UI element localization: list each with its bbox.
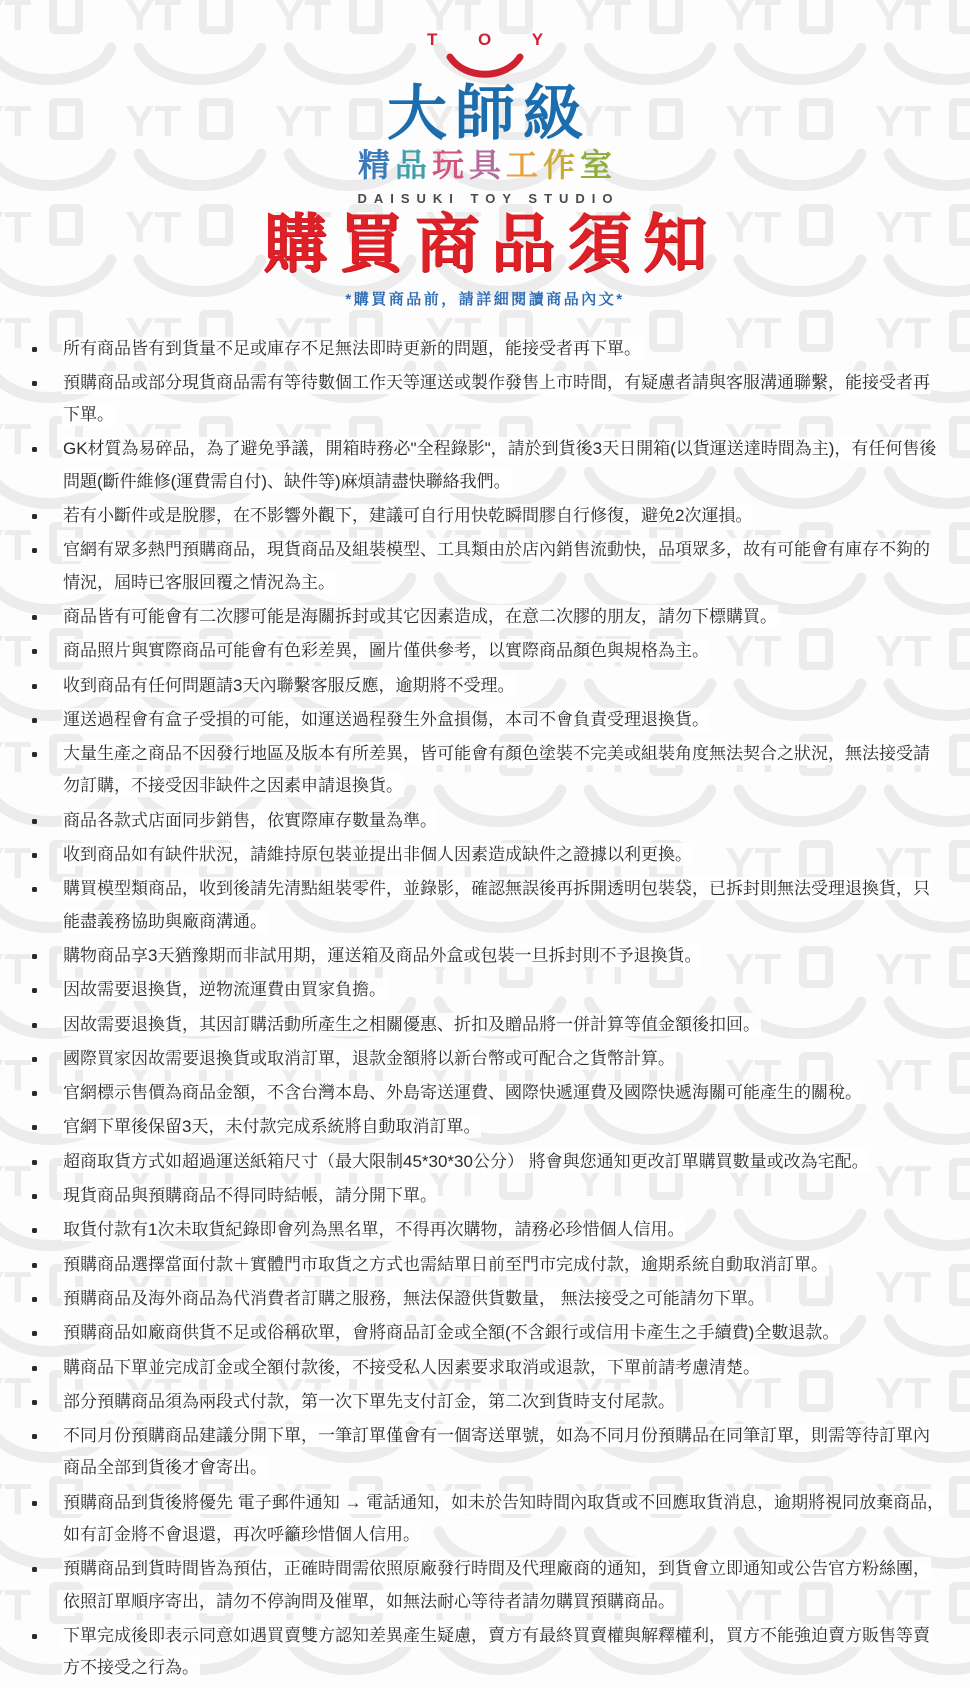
notice-item bbox=[62, 1553, 946, 1618]
notice-text: 商品皆有可能會有二次膠可能是海關拆封或其它因素造成，在意二次膠的朋友，請勿下標購買。 bbox=[63, 606, 777, 626]
logo-name-en: DAISUKI TOY STUDIO bbox=[357, 190, 620, 206]
notice-item bbox=[62, 974, 946, 1006]
notice-text: 購物商品享3天猶豫期而非試用期，運送箱及商品外盒或包裝一旦拆封則不予退換貨。 bbox=[63, 945, 702, 965]
notice-item bbox=[62, 500, 946, 532]
notice-item bbox=[62, 1043, 946, 1075]
notice-item bbox=[62, 433, 946, 498]
notice-text: 現貨商品與預購商品不得同時結帳，請分開下單。 bbox=[63, 1186, 437, 1206]
notice-text: 收到商品有任何問題請3天內聯繫客服反應，逾期將不受理。 bbox=[63, 675, 515, 695]
notice-text: 超商取貨方式如超過運送紙箱尺寸（最大限制45*30*30公分） 將會與您通知更改訂單購買數量或改為宅配。 bbox=[63, 1151, 869, 1171]
smile-icon bbox=[443, 52, 527, 82]
notice-text: 官網有眾多熱門預購商品，現貨商品及組裝模型、工具類由於店內銷售流動快，品項眾多，故有可能會有庫存不夠的情況，屆時已客服回覆之情況為主。 bbox=[63, 540, 930, 592]
notice-item bbox=[62, 940, 946, 972]
notice-item bbox=[62, 738, 946, 803]
notice-item bbox=[62, 805, 946, 837]
notice-item bbox=[62, 1420, 946, 1485]
logo-subtitle-char: 品 bbox=[394, 147, 432, 183]
notice-item bbox=[62, 1620, 946, 1685]
logo bbox=[0, 30, 970, 206]
notice-text: 預購商品或部分現貨商品需有等待數個工作天等運送或製作發售上市時間，有疑慮者請與客服溝通聯繫，能接受者再下單。 bbox=[63, 372, 930, 425]
notice-text: 購買模型類商品，收到後請先清點組裝零件，並錄影，確認無誤後再拆開透明包裝袋，已拆封則無法受理退換貨，只能盡義務協助與廠商溝通。 bbox=[63, 879, 930, 931]
notice-text: 大量生產之商品不因發行地區及版本有所差異，皆可能會有顏色塗裝不完美或組裝角度無法契合之狀況，無法接受請勿訂購，不接受因非缺件之因素申請退換貨。 bbox=[63, 744, 930, 796]
notice-item bbox=[62, 1009, 946, 1041]
notice-text: 商品各款式店面同步銷售，依實際庫存數量為準。 bbox=[63, 810, 437, 830]
notice-text: GK材質為易碎品，為了避免爭議，開箱時務必"全程錄影"，請於到貨後3天日開箱(以貨運送達時間為主)，有任何售後問題(斷件維修(運費需自付)、缺件等)麻煩請盡快聯絡我們。 bbox=[63, 439, 937, 491]
notice-item bbox=[62, 1180, 946, 1212]
notice-item bbox=[62, 1214, 946, 1246]
logo-toy-text: T O Y bbox=[426, 30, 562, 49]
notice-text: 官網標示售價為商品金額，不含台灣本島、外島寄送運費、國際快遞運費及國際快遞海關可能產生的關稅。 bbox=[63, 1083, 862, 1103]
notice-text: 預購商品及海外商品為代消費者訂購之服務，無法保證供貨數量， 無法接受之可能請勿下單。 bbox=[63, 1288, 765, 1308]
logo-subtitle-zh bbox=[0, 149, 970, 183]
notice-text: 購商品下單並完成訂金或全額付款後，不接受私人因素要求取消或退款，下單前請考慮清楚。 bbox=[63, 1357, 760, 1377]
notice-text: 商品照片與實際商品可能會有色彩差異，圖片僅供參考，以實際商品顏色與規格為主。 bbox=[63, 641, 709, 661]
page-title: 購買商品須知 bbox=[263, 207, 719, 280]
notice-item bbox=[62, 1146, 946, 1178]
notice-text: 預購商品到貨後將優先 電子郵件通知 → 電話通知，如未於告知時間內取貨或不回應取貨消息，逾期將視同放棄商品，如有訂金將不會退還，再次呼籲珍惜個人信用。 bbox=[63, 1492, 945, 1544]
notice-text: 不同月份預購商品建議分開下單，一筆訂單僅會有一個寄送單號，如為不同月份預購品在同筆訂單，則需等待訂單內商品全部到貨後才會寄出。 bbox=[63, 1426, 930, 1478]
notice-text: 運送過程會有盒子受損的可能，如運送過程發生外盒損傷，本司不會負責受理退換貨。 bbox=[63, 709, 709, 729]
notice-item bbox=[62, 534, 946, 599]
notice-text: 預購商品如廠商供貨不足或俗稱砍單，會將商品訂金或全額(不含銀行或信用卡產生之手續費)全數退款。 bbox=[63, 1323, 840, 1343]
notice-item bbox=[62, 635, 946, 667]
notice-item bbox=[62, 704, 946, 736]
notice-text: 若有小斷件或是脫膠，在不影響外觀下，建議可自行用快乾瞬間膠自行修復，避免2次運損。 bbox=[63, 506, 753, 526]
logo-name-zh: 大師級 bbox=[387, 80, 591, 147]
notice-item bbox=[62, 1249, 946, 1281]
notice-item bbox=[62, 1111, 946, 1143]
notice-text: 部分預購商品須為兩段式付款，第一次下單先支付訂金，第二次到貨時支付尾款。 bbox=[63, 1391, 675, 1411]
notice-item bbox=[62, 367, 946, 432]
notice-item bbox=[62, 1283, 946, 1315]
notice-item bbox=[62, 1352, 946, 1384]
notice-text: 所有商品皆有到貨量不足或庫存不足無法即時更新的問題，能接受者再下單。 bbox=[63, 338, 641, 358]
notice-text: 下單完成後即表示同意如遇買賣雙方認知差異產生疑慮，賣方有最終買賣權與解釋權利，買方不能強迫賣方販售等賣方不接受之行為。 bbox=[63, 1625, 930, 1678]
notice-item bbox=[62, 839, 946, 871]
notice-item bbox=[62, 1487, 946, 1552]
notice-item bbox=[62, 1077, 946, 1109]
notice-text: 因故需要退換貨，其因訂購活動所產生之相關優惠、折扣及贈品將一併計算等值金額後扣回。 bbox=[63, 1014, 760, 1034]
notice-text: 收到商品如有缺件狀況，請維持原包裝並提出非個人因素造成缺件之證據以利更換。 bbox=[63, 845, 692, 865]
logo-subtitle-char: 精 bbox=[357, 147, 395, 183]
notice-item bbox=[62, 333, 946, 365]
notice-text: 官網下單後保留3天，未付款完成系統將自動取消訂單。 bbox=[63, 1117, 481, 1137]
notice-text: 國際買家因故需要退換貨或取消訂單，退款金額將以新台幣或可配合之貨幣計算。 bbox=[63, 1048, 675, 1068]
page-subtitle: *購買商品前，請詳細閱讀商品內文* bbox=[345, 290, 625, 308]
notice-item bbox=[62, 1317, 946, 1349]
notice-item bbox=[62, 670, 946, 702]
logo-subtitle-char: 室 bbox=[580, 147, 618, 183]
notice-text: 預購商品選擇當面付款＋實體門市取貨之方式也需結單日前至門市完成付款，逾期系統自動取消訂單。 bbox=[63, 1254, 828, 1274]
notice-text: 預購商品到貨時間皆為預估，正確時間需依照原廠發行時間及代理廠商的通知，到貨會立即通知或公告官方粉絲團，依照訂單順序寄出，請勿不停詢問及催單，如無法耐心等待者請勿購買預購商品。 bbox=[63, 1559, 930, 1611]
logo-subtitle-char: 工 bbox=[506, 147, 544, 183]
notice-text: 取貨付款有1次未取貨紀錄即會列為黑名單，不得再次購物，請務必珍惜個人信用。 bbox=[63, 1220, 685, 1240]
logo-subtitle-char: 作 bbox=[543, 147, 581, 183]
notice-item bbox=[62, 1386, 946, 1418]
notice-item bbox=[62, 873, 946, 938]
logo-subtitle-char: 具 bbox=[468, 147, 506, 183]
notice-list bbox=[0, 333, 970, 1685]
notice-item bbox=[62, 601, 946, 633]
logo-subtitle-char: 玩 bbox=[431, 147, 469, 183]
notice-text: 因故需要退換貨，逆物流運費由買家負擔。 bbox=[63, 980, 386, 1000]
